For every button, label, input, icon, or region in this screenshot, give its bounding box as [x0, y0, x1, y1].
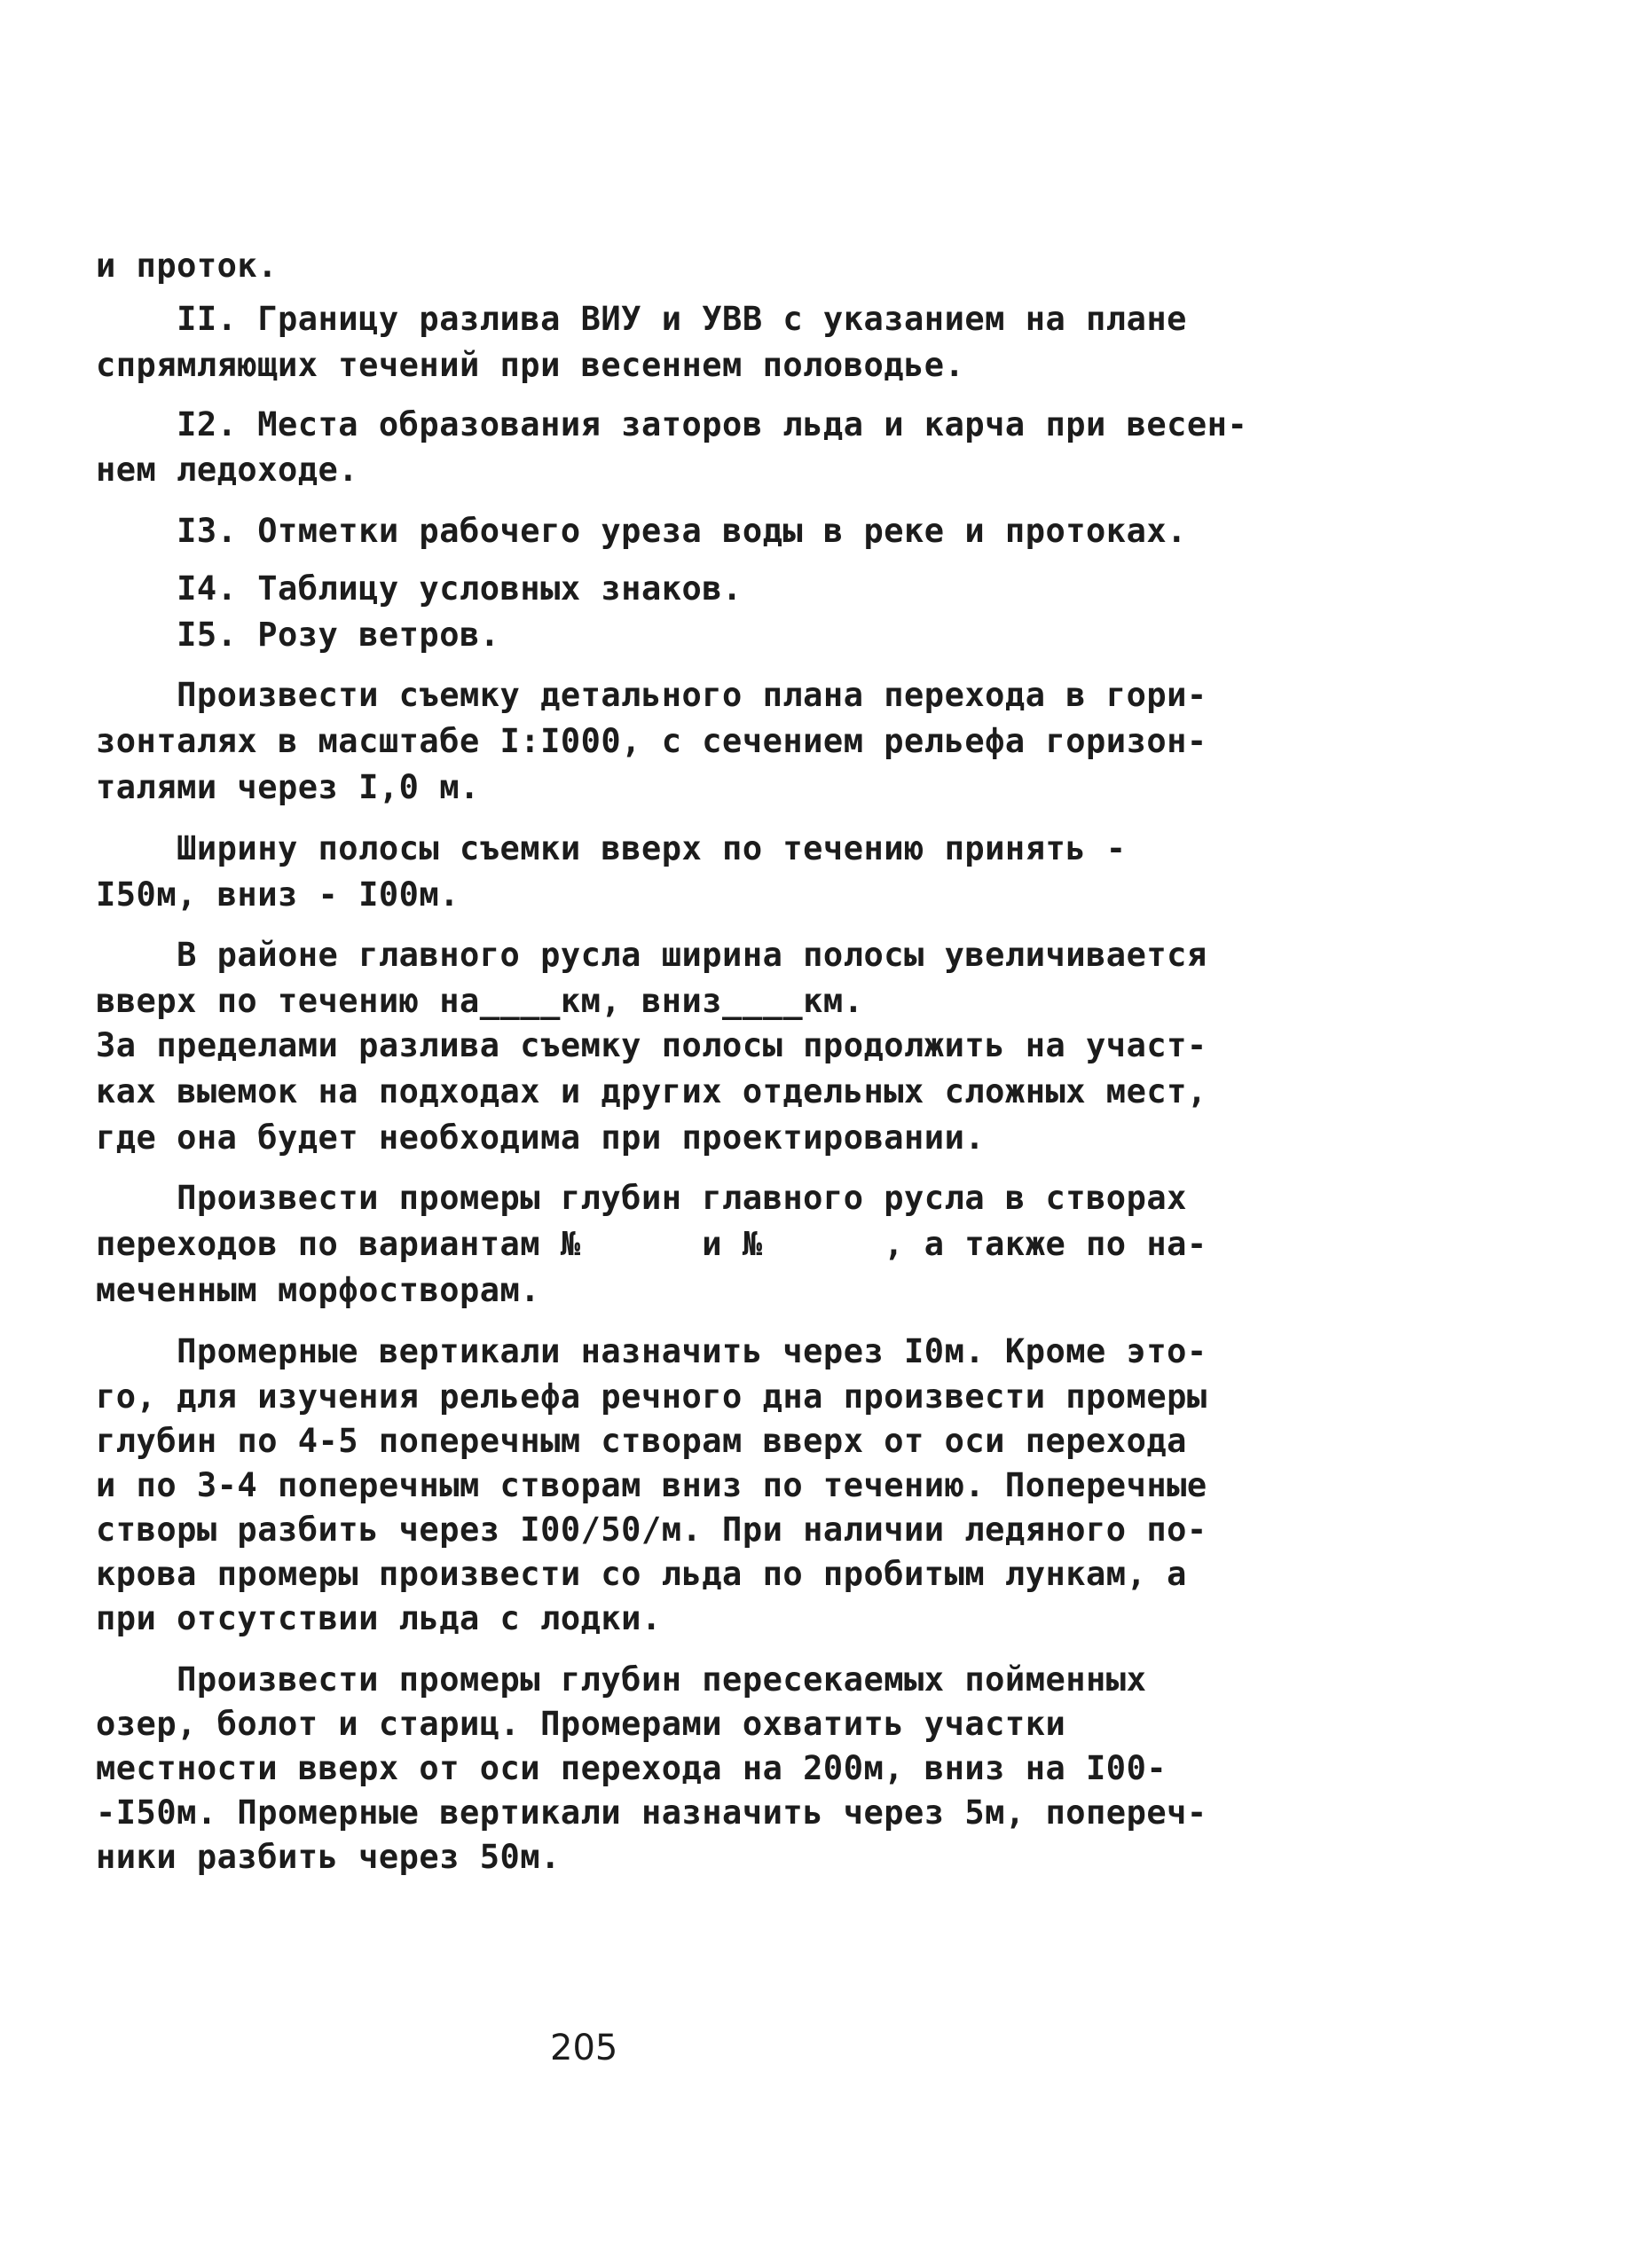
- text-line-3: спрямляющих течений при весеннем половодье.: [96, 346, 965, 384]
- text-line-10: зонталях в масштабе I:I000, с сечением рельефа горизон-: [96, 722, 1207, 760]
- text-line-8: I5. Розу ветров.: [96, 616, 500, 654]
- text-line-24: глубин по 4-5 поперечным створам вверх от оси перехода: [96, 1422, 1187, 1460]
- text-line-28: при отсутствии льда с лодки.: [96, 1599, 662, 1637]
- text-line-9: Произвести съемку детального плана перехода в гори-: [96, 676, 1207, 714]
- text-line-13: I50м, вниз - I00м.: [96, 875, 460, 914]
- text-line-7: I4. Таблицу условных знаков.: [96, 569, 743, 608]
- text-line-16: За пределами разлива съемку полосы продолжить на участ-: [96, 1026, 1207, 1064]
- text-line-32: -I50м. Промерные вертикали назначить через 5м, попереч-: [96, 1793, 1207, 1832]
- text-line-30: озер, болот и стариц. Промерами охватить участки: [96, 1705, 1066, 1743]
- text-line-17: ках выемок на подходах и других отдельных сложных мест,: [96, 1072, 1207, 1110]
- text-line-26: створы разбить через I00/50/м. При наличии ледяного по-: [96, 1511, 1207, 1549]
- text-line-14: В районе главного русла ширина полосы увеличивается: [96, 936, 1207, 974]
- text-line-19: Произвести промеры глубин главного русла в створах: [96, 1179, 1187, 1217]
- text-line-5: нем ледоходе.: [96, 451, 359, 489]
- text-line-2: II. Границу разлива ВИУ и УВВ с указанием на плане: [96, 300, 1187, 338]
- text-line-22: Промерные вертикали назначить через I0м. Кроме это-: [96, 1332, 1207, 1370]
- text-line-6: I3. Отметки рабочего уреза воды в реке и протоках.: [96, 512, 1187, 550]
- text-line-15: вверх по течению на____км, вниз____км.: [96, 982, 864, 1020]
- text-line-4: I2. Места образования заторов льда и карча при весен-: [96, 405, 1248, 443]
- text-line-20: переходов по вариантам № и № , а также по на-: [96, 1225, 1207, 1263]
- text-line-21: меченным морфостворам.: [96, 1271, 541, 1309]
- text-line-1: и проток.: [96, 247, 278, 285]
- text-line-27: крова промеры произвести со льда по пробитым лункам, а: [96, 1555, 1187, 1593]
- page-number: 205: [550, 2028, 618, 2068]
- text-line-18: где она будет необходима при проектировании.: [96, 1118, 986, 1157]
- text-line-11: талями через I,0 м.: [96, 768, 480, 806]
- text-line-12: Ширину полосы съемки вверх по течению принять -: [96, 829, 1127, 867]
- text-line-23: го, для изучения рельефа речного дна произвести промеры: [96, 1377, 1207, 1416]
- text-line-29: Произвести промеры глубин пересекаемых пойменных: [96, 1660, 1147, 1699]
- text-line-33: ники разбить через 50м.: [96, 1838, 561, 1876]
- text-line-25: и по 3-4 поперечным створам вниз по течению. Поперечные: [96, 1466, 1207, 1504]
- text-line-31: местности вверх от оси перехода на 200м, вниз на I00-: [96, 1749, 1167, 1787]
